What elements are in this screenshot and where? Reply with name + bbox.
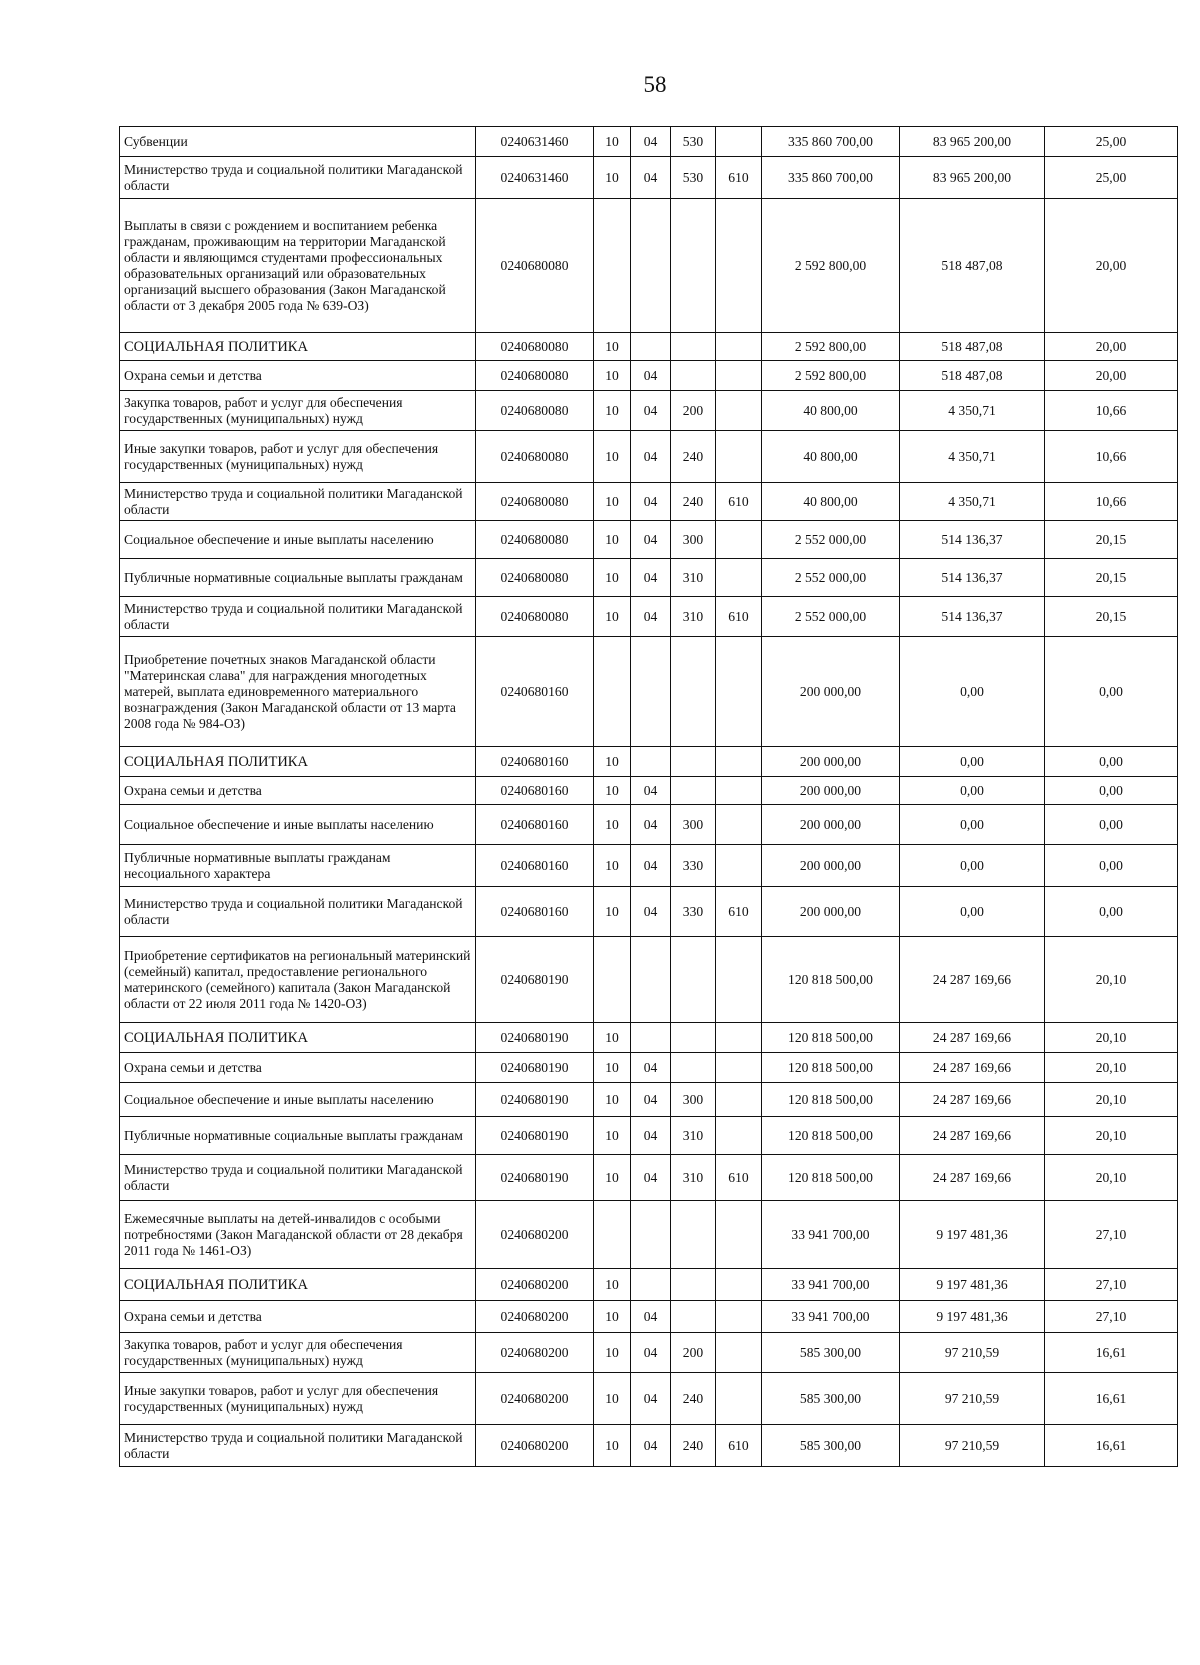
row-name: Выплаты в связи с рождением и воспитанием ребенка гражданам, проживающим на территории Магаданской области и являющимся студентами профессиональных образовательных организаций или образовательных организаций высшего образования (Закон Магаданской области от 3 декабря 2005 года № 639-ОЗ): [120, 199, 476, 333]
administrator-code: [716, 199, 762, 333]
administrator-code: [716, 391, 762, 431]
section-code: [594, 1201, 631, 1269]
subsection-code: 04: [631, 845, 671, 887]
execution-percent: 20,15: [1045, 559, 1178, 597]
expense-type-code: [671, 637, 716, 747]
row-name: СОЦИАЛЬНАЯ ПОЛИТИКА: [120, 747, 476, 777]
table-row: [120, 1053, 1178, 1083]
execution-percent: 27,10: [1045, 1201, 1178, 1269]
expense-type-code: [671, 747, 716, 777]
expense-type-code: 300: [671, 805, 716, 845]
table-row: [120, 333, 1178, 361]
execution-percent: 16,61: [1045, 1425, 1178, 1467]
executed-amount: 97 210,59: [900, 1373, 1045, 1425]
target-article-code: 0240680190: [476, 1053, 594, 1083]
planned-amount: 200 000,00: [762, 747, 900, 777]
administrator-code: 610: [716, 887, 762, 937]
target-article-code: 0240680080: [476, 559, 594, 597]
executed-amount: 0,00: [900, 637, 1045, 747]
administrator-code: [716, 431, 762, 483]
expense-type-code: 330: [671, 887, 716, 937]
planned-amount: 120 818 500,00: [762, 1023, 900, 1053]
target-article-code: 0240680200: [476, 1373, 594, 1425]
section-code: 10: [594, 597, 631, 637]
expense-type-code: 310: [671, 1155, 716, 1201]
subsection-code: 04: [631, 157, 671, 199]
planned-amount: 200 000,00: [762, 845, 900, 887]
table-row: [120, 1023, 1178, 1053]
section-code: 10: [594, 1083, 631, 1117]
administrator-code: [716, 805, 762, 845]
row-name: СОЦИАЛЬНАЯ ПОЛИТИКА: [120, 333, 476, 361]
target-article-code: 0240680200: [476, 1333, 594, 1373]
section-code: 10: [594, 1373, 631, 1425]
target-article-code: 0240680200: [476, 1425, 594, 1467]
row-name: Охрана семьи и детства: [120, 1053, 476, 1083]
execution-percent: 0,00: [1045, 887, 1178, 937]
execution-percent: 0,00: [1045, 777, 1178, 805]
row-name: Охрана семьи и детства: [120, 361, 476, 391]
administrator-code: [716, 127, 762, 157]
section-code: 10: [594, 845, 631, 887]
planned-amount: 33 941 700,00: [762, 1201, 900, 1269]
planned-amount: 120 818 500,00: [762, 1117, 900, 1155]
executed-amount: 4 350,71: [900, 391, 1045, 431]
executed-amount: 24 287 169,66: [900, 937, 1045, 1023]
subsection-code: 04: [631, 805, 671, 845]
executed-amount: 514 136,37: [900, 559, 1045, 597]
section-code: 10: [594, 1269, 631, 1301]
expense-type-code: 200: [671, 391, 716, 431]
execution-percent: 20,00: [1045, 333, 1178, 361]
execution-percent: 20,15: [1045, 521, 1178, 559]
execution-percent: 10,66: [1045, 483, 1178, 521]
execution-percent: 25,00: [1045, 127, 1178, 157]
subsection-code: 04: [631, 521, 671, 559]
table-row: [120, 597, 1178, 637]
execution-percent: 20,10: [1045, 937, 1178, 1023]
row-name: Приобретение почетных знаков Магаданской области "Материнская слава" для награждения многодетных матерей, выплата единовременного материального вознаграждения (Закон Магаданской области от 13 марта 2008 года № 984-ОЗ): [120, 637, 476, 747]
subsection-code: 04: [631, 1301, 671, 1333]
row-name: Приобретение сертификатов на региональный материнский (семейный) капитал, предоставление регионального материнского (семейного) капитала (Закон Магаданской области от 22 июля 2011 года № 1420-ОЗ): [120, 937, 476, 1023]
section-code: 10: [594, 521, 631, 559]
row-name: Закупка товаров, работ и услуг для обеспечения государственных (муниципальных) нужд: [120, 391, 476, 431]
section-code: 10: [594, 805, 631, 845]
execution-percent: 20,10: [1045, 1023, 1178, 1053]
execution-percent: 16,61: [1045, 1333, 1178, 1373]
executed-amount: 514 136,37: [900, 597, 1045, 637]
target-article-code: 0240680080: [476, 199, 594, 333]
target-article-code: 0240680200: [476, 1201, 594, 1269]
table-row: [120, 361, 1178, 391]
row-name: Социальное обеспечение и иные выплаты населению: [120, 1083, 476, 1117]
planned-amount: 2 552 000,00: [762, 559, 900, 597]
target-article-code: 0240680200: [476, 1269, 594, 1301]
administrator-code: 610: [716, 597, 762, 637]
row-name: СОЦИАЛЬНАЯ ПОЛИТИКА: [120, 1023, 476, 1053]
section-code: 10: [594, 747, 631, 777]
subsection-code: 04: [631, 1425, 671, 1467]
table-row: [120, 483, 1178, 521]
expense-type-code: [671, 1201, 716, 1269]
section-code: 10: [594, 1155, 631, 1201]
subsection-code: [631, 637, 671, 747]
executed-amount: 0,00: [900, 845, 1045, 887]
section-code: 10: [594, 1425, 631, 1467]
planned-amount: 40 800,00: [762, 391, 900, 431]
section-code: 10: [594, 1053, 631, 1083]
table-row: [120, 157, 1178, 199]
expense-type-code: 530: [671, 127, 716, 157]
subsection-code: 04: [631, 1373, 671, 1425]
row-name: Министерство труда и социальной политики Магаданской области: [120, 1155, 476, 1201]
table-row: [120, 199, 1178, 333]
page-number: 58: [643, 72, 667, 97]
administrator-code: 610: [716, 1425, 762, 1467]
table-row: [120, 559, 1178, 597]
section-code: [594, 199, 631, 333]
expense-type-code: 310: [671, 1117, 716, 1155]
table-row: [120, 1117, 1178, 1155]
table-row: [120, 887, 1178, 937]
target-article-code: 0240680190: [476, 1023, 594, 1053]
expense-type-code: [671, 1301, 716, 1333]
administrator-code: [716, 845, 762, 887]
section-code: 10: [594, 559, 631, 597]
planned-amount: 2 552 000,00: [762, 597, 900, 637]
target-article-code: 0240680080: [476, 597, 594, 637]
table-row: [120, 1425, 1178, 1467]
execution-percent: 27,10: [1045, 1269, 1178, 1301]
expense-type-code: [671, 1053, 716, 1083]
section-code: 10: [594, 431, 631, 483]
table-row: [120, 431, 1178, 483]
subsection-code: 04: [631, 1155, 671, 1201]
section-code: [594, 637, 631, 747]
target-article-code: 0240680080: [476, 431, 594, 483]
administrator-code: [716, 521, 762, 559]
table-row: [120, 1333, 1178, 1373]
administrator-code: [716, 1301, 762, 1333]
planned-amount: 200 000,00: [762, 805, 900, 845]
subsection-code: 04: [631, 887, 671, 937]
administrator-code: 610: [716, 483, 762, 521]
executed-amount: 0,00: [900, 887, 1045, 937]
expense-type-code: 530: [671, 157, 716, 199]
target-article-code: 0240680160: [476, 887, 594, 937]
table-row: [120, 637, 1178, 747]
target-article-code: 0240680080: [476, 483, 594, 521]
executed-amount: 518 487,08: [900, 361, 1045, 391]
administrator-code: [716, 1023, 762, 1053]
executed-amount: 4 350,71: [900, 431, 1045, 483]
target-article-code: 0240680190: [476, 937, 594, 1023]
target-article-code: 0240680160: [476, 637, 594, 747]
executed-amount: 24 287 169,66: [900, 1023, 1045, 1053]
target-article-code: 0240680160: [476, 777, 594, 805]
table-row: [120, 1083, 1178, 1117]
table-row: [120, 1269, 1178, 1301]
planned-amount: 200 000,00: [762, 887, 900, 937]
execution-percent: 0,00: [1045, 845, 1178, 887]
administrator-code: [716, 937, 762, 1023]
table-row: [120, 521, 1178, 559]
expense-type-code: 240: [671, 431, 716, 483]
section-code: 10: [594, 483, 631, 521]
row-name: Публичные нормативные социальные выплаты гражданам: [120, 559, 476, 597]
table-row: [120, 805, 1178, 845]
planned-amount: 585 300,00: [762, 1373, 900, 1425]
row-name: Иные закупки товаров, работ и услуг для обеспечения государственных (муниципальных) нужд: [120, 431, 476, 483]
executed-amount: 514 136,37: [900, 521, 1045, 559]
subsection-code: 04: [631, 483, 671, 521]
table-row: [120, 1155, 1178, 1201]
executed-amount: 4 350,71: [900, 483, 1045, 521]
planned-amount: 33 941 700,00: [762, 1301, 900, 1333]
execution-percent: 0,00: [1045, 637, 1178, 747]
row-name: Министерство труда и социальной политики Магаданской области: [120, 157, 476, 199]
administrator-code: [716, 637, 762, 747]
row-name: Министерство труда и социальной политики Магаданской области: [120, 887, 476, 937]
administrator-code: [716, 777, 762, 805]
expense-type-code: 300: [671, 521, 716, 559]
planned-amount: 120 818 500,00: [762, 1083, 900, 1117]
row-name: Иные закупки товаров, работ и услуг для обеспечения государственных (муниципальных) нужд: [120, 1373, 476, 1425]
section-code: 10: [594, 127, 631, 157]
expense-type-code: 330: [671, 845, 716, 887]
planned-amount: 200 000,00: [762, 637, 900, 747]
execution-percent: 20,15: [1045, 597, 1178, 637]
execution-percent: 10,66: [1045, 431, 1178, 483]
execution-percent: 27,10: [1045, 1301, 1178, 1333]
section-code: 10: [594, 887, 631, 937]
administrator-code: [716, 1201, 762, 1269]
target-article-code: 0240631460: [476, 157, 594, 199]
planned-amount: 40 800,00: [762, 483, 900, 521]
executed-amount: 9 197 481,36: [900, 1269, 1045, 1301]
subsection-code: [631, 1023, 671, 1053]
section-code: 10: [594, 1023, 631, 1053]
expense-type-code: [671, 1269, 716, 1301]
planned-amount: 585 300,00: [762, 1425, 900, 1467]
subsection-code: 04: [631, 777, 671, 805]
executed-amount: 0,00: [900, 805, 1045, 845]
execution-percent: 0,00: [1045, 747, 1178, 777]
administrator-code: 610: [716, 1155, 762, 1201]
table-body: [120, 127, 1178, 1467]
table-row: [120, 1201, 1178, 1269]
table-row: [120, 845, 1178, 887]
row-name: Охрана семьи и детства: [120, 777, 476, 805]
execution-percent: 20,00: [1045, 199, 1178, 333]
target-article-code: 0240680080: [476, 391, 594, 431]
target-article-code: 0240680080: [476, 333, 594, 361]
row-name: Охрана семьи и детства: [120, 1301, 476, 1333]
expense-type-code: [671, 777, 716, 805]
planned-amount: 2 552 000,00: [762, 521, 900, 559]
subsection-code: [631, 747, 671, 777]
target-article-code: 0240680160: [476, 845, 594, 887]
expense-type-code: 200: [671, 1333, 716, 1373]
subsection-code: 04: [631, 1333, 671, 1373]
execution-percent: 20,10: [1045, 1117, 1178, 1155]
row-name: Ежемесячные выплаты на детей-инвалидов с особыми потребностями (Закон Магаданской области от 28 декабря 2011 года № 1461-ОЗ): [120, 1201, 476, 1269]
execution-percent: 20,10: [1045, 1053, 1178, 1083]
row-name: Министерство труда и социальной политики Магаданской области: [120, 597, 476, 637]
row-name: Субвенции: [120, 127, 476, 157]
administrator-code: [716, 361, 762, 391]
planned-amount: 120 818 500,00: [762, 1155, 900, 1201]
planned-amount: 2 592 800,00: [762, 333, 900, 361]
expense-type-code: [671, 937, 716, 1023]
executed-amount: 24 287 169,66: [900, 1155, 1045, 1201]
administrator-code: [716, 1333, 762, 1373]
executed-amount: 0,00: [900, 747, 1045, 777]
subsection-code: [631, 937, 671, 1023]
planned-amount: 120 818 500,00: [762, 1053, 900, 1083]
row-name: Публичные нормативные социальные выплаты гражданам: [120, 1117, 476, 1155]
executed-amount: 97 210,59: [900, 1333, 1045, 1373]
target-article-code: 0240680200: [476, 1301, 594, 1333]
executed-amount: 24 287 169,66: [900, 1117, 1045, 1155]
section-code: 10: [594, 333, 631, 361]
subsection-code: 04: [631, 361, 671, 391]
section-code: 10: [594, 777, 631, 805]
planned-amount: 335 860 700,00: [762, 127, 900, 157]
administrator-code: [716, 1117, 762, 1155]
executed-amount: 9 197 481,36: [900, 1201, 1045, 1269]
administrator-code: [716, 1053, 762, 1083]
target-article-code: 0240680190: [476, 1155, 594, 1201]
section-code: 10: [594, 361, 631, 391]
planned-amount: 33 941 700,00: [762, 1269, 900, 1301]
expense-type-code: 300: [671, 1083, 716, 1117]
executed-amount: 83 965 200,00: [900, 157, 1045, 199]
expense-type-code: [671, 1023, 716, 1053]
row-name: Публичные нормативные выплаты гражданам несоциального характера: [120, 845, 476, 887]
section-code: 10: [594, 1333, 631, 1373]
target-article-code: 0240680190: [476, 1083, 594, 1117]
execution-percent: 16,61: [1045, 1373, 1178, 1425]
expense-type-code: 240: [671, 1425, 716, 1467]
row-name: СОЦИАЛЬНАЯ ПОЛИТИКА: [120, 1269, 476, 1301]
section-code: 10: [594, 1117, 631, 1155]
administrator-code: [716, 559, 762, 597]
subsection-code: [631, 199, 671, 333]
row-name: Социальное обеспечение и иные выплаты населению: [120, 805, 476, 845]
expense-type-code: [671, 361, 716, 391]
execution-percent: 0,00: [1045, 805, 1178, 845]
execution-percent: 10,66: [1045, 391, 1178, 431]
table-row: [120, 777, 1178, 805]
target-article-code: 0240680160: [476, 747, 594, 777]
subsection-code: [631, 1269, 671, 1301]
executed-amount: 518 487,08: [900, 333, 1045, 361]
execution-percent: 20,00: [1045, 361, 1178, 391]
planned-amount: 2 592 800,00: [762, 199, 900, 333]
target-article-code: 0240680080: [476, 361, 594, 391]
executed-amount: 24 287 169,66: [900, 1083, 1045, 1117]
subsection-code: 04: [631, 127, 671, 157]
target-article-code: 0240680160: [476, 805, 594, 845]
row-name: Министерство труда и социальной политики Магаданской области: [120, 483, 476, 521]
planned-amount: 120 818 500,00: [762, 937, 900, 1023]
table-row: [120, 1301, 1178, 1333]
subsection-code: 04: [631, 1117, 671, 1155]
row-name: Закупка товаров, работ и услуг для обеспечения государственных (муниципальных) нужд: [120, 1333, 476, 1373]
expense-type-code: 310: [671, 597, 716, 637]
row-name: Министерство труда и социальной политики Магаданской области: [120, 1425, 476, 1467]
administrator-code: [716, 1269, 762, 1301]
subsection-code: 04: [631, 1053, 671, 1083]
table-row: [120, 127, 1178, 157]
executed-amount: 97 210,59: [900, 1425, 1045, 1467]
budget-table: [119, 126, 1178, 1467]
target-article-code: 0240680190: [476, 1117, 594, 1155]
section-code: [594, 937, 631, 1023]
execution-percent: 25,00: [1045, 157, 1178, 199]
table-row: [120, 747, 1178, 777]
table-row: [120, 1373, 1178, 1425]
administrator-code: [716, 1083, 762, 1117]
subsection-code: 04: [631, 431, 671, 483]
expense-type-code: [671, 199, 716, 333]
target-article-code: 0240631460: [476, 127, 594, 157]
subsection-code: [631, 333, 671, 361]
table-row: [120, 391, 1178, 431]
subsection-code: 04: [631, 559, 671, 597]
executed-amount: 83 965 200,00: [900, 127, 1045, 157]
target-article-code: 0240680080: [476, 521, 594, 559]
subsection-code: 04: [631, 391, 671, 431]
expense-type-code: 240: [671, 483, 716, 521]
planned-amount: 40 800,00: [762, 431, 900, 483]
subsection-code: 04: [631, 1083, 671, 1117]
row-name: Социальное обеспечение и иные выплаты населению: [120, 521, 476, 559]
expense-type-code: [671, 333, 716, 361]
subsection-code: 04: [631, 597, 671, 637]
executed-amount: 0,00: [900, 777, 1045, 805]
administrator-code: [716, 333, 762, 361]
administrator-code: [716, 747, 762, 777]
expense-type-code: 310: [671, 559, 716, 597]
table-row: [120, 937, 1178, 1023]
planned-amount: 2 592 800,00: [762, 361, 900, 391]
planned-amount: 335 860 700,00: [762, 157, 900, 199]
execution-percent: 20,10: [1045, 1155, 1178, 1201]
execution-percent: 20,10: [1045, 1083, 1178, 1117]
executed-amount: 518 487,08: [900, 199, 1045, 333]
planned-amount: 585 300,00: [762, 1333, 900, 1373]
section-code: 10: [594, 157, 631, 199]
executed-amount: 9 197 481,36: [900, 1301, 1045, 1333]
subsection-code: [631, 1201, 671, 1269]
administrator-code: [716, 1373, 762, 1425]
executed-amount: 24 287 169,66: [900, 1053, 1045, 1083]
administrator-code: 610: [716, 157, 762, 199]
planned-amount: 200 000,00: [762, 777, 900, 805]
section-code: 10: [594, 1301, 631, 1333]
section-code: 10: [594, 391, 631, 431]
expense-type-code: 240: [671, 1373, 716, 1425]
